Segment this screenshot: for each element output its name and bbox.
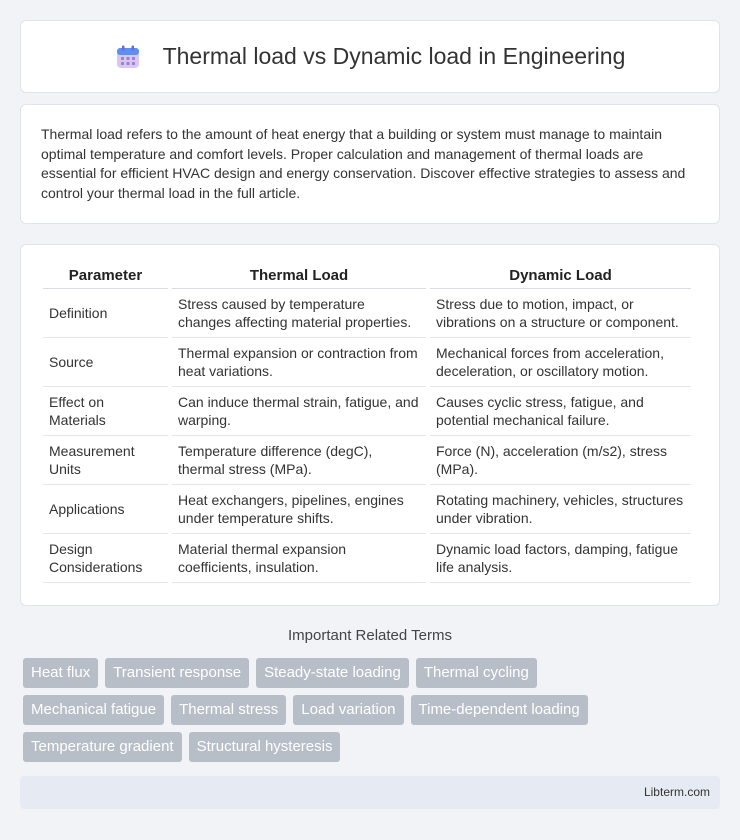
table-row: [43, 485, 691, 534]
term-tag[interactable]: Heat flux: [23, 658, 98, 688]
term-tag[interactable]: Load variation: [293, 695, 403, 725]
row-thermal: Stress caused by temperature changes affecting material properties.: [172, 289, 426, 338]
intro-text: Thermal load refers to the amount of heat energy that a building or system must manage to maintain optimal temperature and comfort levels. Proper calculation and management of thermal loads are essential for efficient HVAC design and energy conservation. Discover effective strategies to assess and control your thermal load in the full article.: [41, 126, 686, 201]
tag-row: [23, 732, 723, 762]
term-tag[interactable]: Structural hysteresis: [189, 732, 341, 762]
row-dynamic: Mechanical forces from acceleration, deceleration, or oscillatory motion.: [430, 338, 691, 387]
row-dynamic: Rotating machinery, vehicles, structures under vibration.: [430, 485, 691, 534]
table-row: [43, 436, 691, 485]
row-thermal: Thermal expansion or contraction from heat variations.: [172, 338, 426, 387]
footer: [20, 776, 720, 809]
footer-site-name[interactable]: Libterm.com: [643, 785, 710, 799]
row-parameter: Definition: [43, 289, 168, 338]
row-thermal: Temperature difference (degC), thermal stress (MPa).: [172, 436, 426, 485]
row-parameter: Design Considerations: [43, 534, 168, 583]
header-dynamic-load: Dynamic Load: [430, 265, 691, 289]
table-row: [43, 338, 691, 387]
row-dynamic: Stress due to motion, impact, or vibrations on a structure or component.: [430, 289, 691, 338]
term-tag[interactable]: Thermal stress: [171, 695, 286, 725]
header-thermal-load: Thermal Load: [172, 265, 426, 289]
related-terms-title: Important Related Terms: [288, 627, 452, 644]
row-dynamic: Force (N), acceleration (m/s2), stress (MPa).: [430, 436, 691, 485]
row-thermal: Material thermal expansion coefficients, insulation.: [172, 534, 426, 583]
term-tag[interactable]: Time-dependent loading: [411, 695, 588, 725]
term-tag[interactable]: Transient response: [105, 658, 249, 688]
row-parameter: Measurement Units: [43, 436, 168, 485]
related-terms-list: [23, 658, 723, 769]
term-tag[interactable]: Temperature gradient: [23, 732, 182, 762]
table-row: [43, 289, 691, 338]
tag-row: [23, 658, 723, 688]
table-header-row: [43, 265, 691, 289]
row-parameter: Effect on Materials: [43, 387, 168, 436]
header-card: [20, 20, 720, 93]
row-thermal: Heat exchangers, pipelines, engines under temperature shifts.: [172, 485, 426, 534]
term-tag[interactable]: Steady-state loading: [256, 658, 409, 688]
page-title: Thermal load vs Dynamic load in Engineering: [162, 43, 626, 69]
table-row: [43, 534, 691, 583]
row-parameter: Source: [43, 338, 168, 387]
intro-card: [20, 104, 720, 224]
row-parameter: Applications: [43, 485, 168, 534]
comparison-table: [39, 265, 695, 583]
row-thermal: Can induce thermal strain, fatigue, and warping.: [172, 387, 426, 436]
row-dynamic: Dynamic load factors, damping, fatigue life analysis.: [430, 534, 691, 583]
row-dynamic: Causes cyclic stress, fatigue, and potential mechanical failure.: [430, 387, 691, 436]
tag-row: [23, 695, 723, 725]
term-tag[interactable]: Thermal cycling: [416, 658, 537, 688]
comparison-card: [20, 244, 720, 606]
calendar-icon: [115, 44, 141, 70]
term-tag[interactable]: Mechanical fatigue: [23, 695, 164, 725]
header-parameter: Parameter: [43, 265, 168, 289]
table-row: [43, 387, 691, 436]
